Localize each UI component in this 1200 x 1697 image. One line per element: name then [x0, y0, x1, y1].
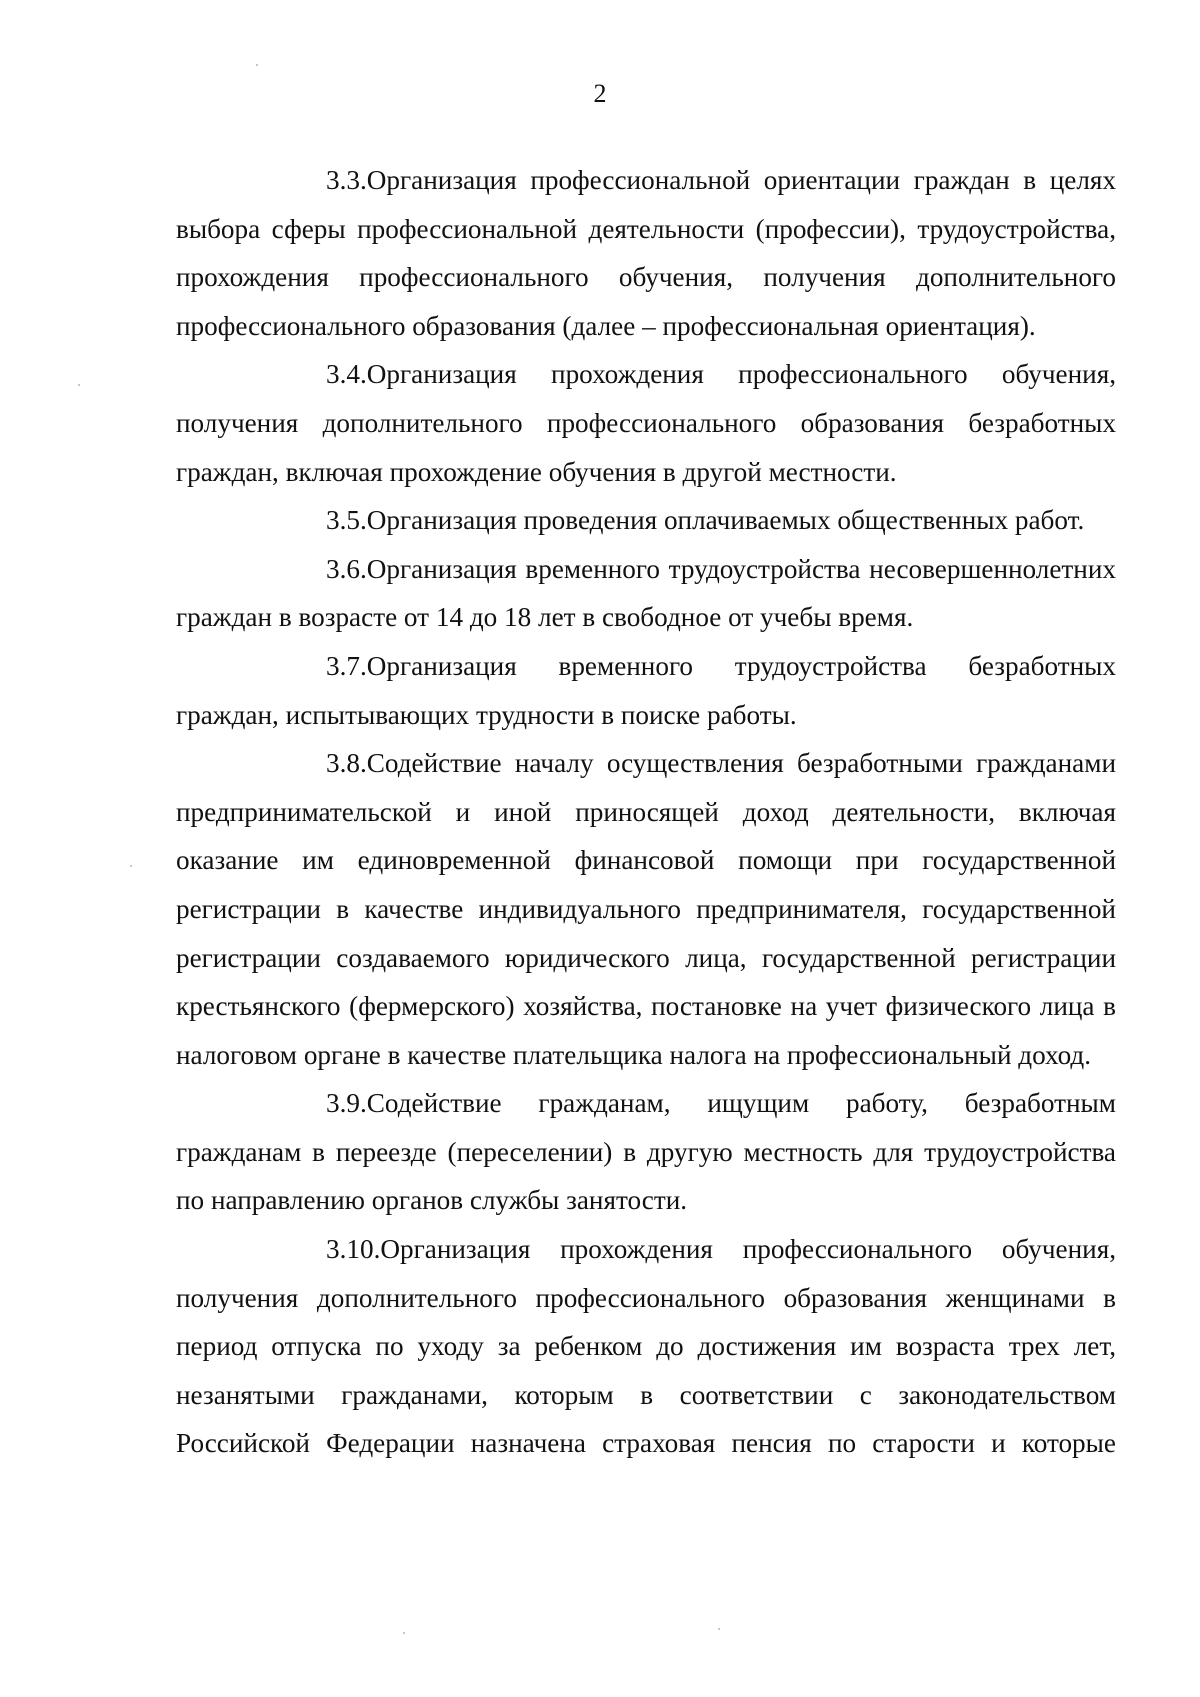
paragraph-3-4	[176, 350, 1116, 496]
paragraph-text: Организация проведения оплачиваемых общественных работ.	[366, 505, 1085, 536]
paragraph-text: Организация прохождения профессионального обучения, получения дополнительного профессионального образования женщинами в период отпуска по уходу за ребенком до достижения им возраста трех лет, незанятыми гражданами, которым в соответствии с законодательством Российской Федерации назначена страховая пенсия по старости и которые	[176, 1234, 1116, 1459]
paragraph-number: 3.10.	[326, 1234, 381, 1265]
page-number: 2	[593, 79, 607, 108]
paragraph-number: 3.8.	[326, 748, 367, 779]
paragraph-3-7	[176, 642, 1116, 739]
scan-speck	[403, 1632, 405, 1634]
paragraph-3-6	[176, 545, 1116, 642]
scan-speck	[256, 64, 258, 66]
scan-speck	[718, 1628, 720, 1630]
paragraph-number: 3.9.	[326, 1088, 367, 1119]
paragraph-text: Организация временного трудоустройства несовершеннолетних граждан в возрасте от 14 до 18 лет в свободное от учебы время.	[176, 553, 1116, 633]
paragraph-number: 3.3.	[326, 165, 367, 195]
paragraph-text: Организация профессиональной ориентации граждан в целях выбора сферы профессиональной деятельности (профессии), трудоустройства, прохождения профессионального обучения, получения дополнительного профессионального образования (далее – профессиональная ориентация).	[176, 165, 1116, 341]
paragraph-number: 3.5.	[326, 505, 367, 536]
document-body	[176, 156, 1116, 1468]
paragraph-text: Содействие гражданам, ищущим работу, безработным гражданам в переезде (переселении) в другую местность для трудоустройства по направлению органов службы занятости.	[176, 1088, 1116, 1216]
paragraph-number: 3.7.	[326, 650, 367, 681]
paragraph-3-9	[176, 1079, 1116, 1225]
paragraph-text: Содействие началу осуществления безработными гражданами предпринимательской и иной приносящей доход деятельности, включая оказание им единовременной финансовой помощи при государственной регистрации в качестве индивидуального предпринимателя, государственной регистрации создаваемого юридического лица, государственной регистрации крестьянского (фермерского) хозяйства, постановке на учет физического лица в налоговом органе в качестве плательщика налога на профессиональный доход.	[176, 748, 1116, 1070]
scan-speck	[130, 865, 132, 867]
paragraph-3-5	[176, 496, 1116, 545]
scan-speck	[78, 384, 80, 386]
paragraph-number: 3.6.	[326, 553, 367, 584]
paragraph-number: 3.4.	[326, 359, 367, 390]
paragraph-3-10	[176, 1225, 1116, 1468]
paragraph-3-8	[176, 739, 1116, 1079]
paragraph-text: Организация временного трудоустройства безработных граждан, испытывающих трудности в поиске работы.	[176, 650, 1116, 730]
paragraph-text: Организация прохождения профессионального обучения, получения дополнительного профессионального образования безработных граждан, включая прохождение обучения в другой местности.	[176, 359, 1116, 487]
paragraph-3-3	[176, 156, 1116, 350]
